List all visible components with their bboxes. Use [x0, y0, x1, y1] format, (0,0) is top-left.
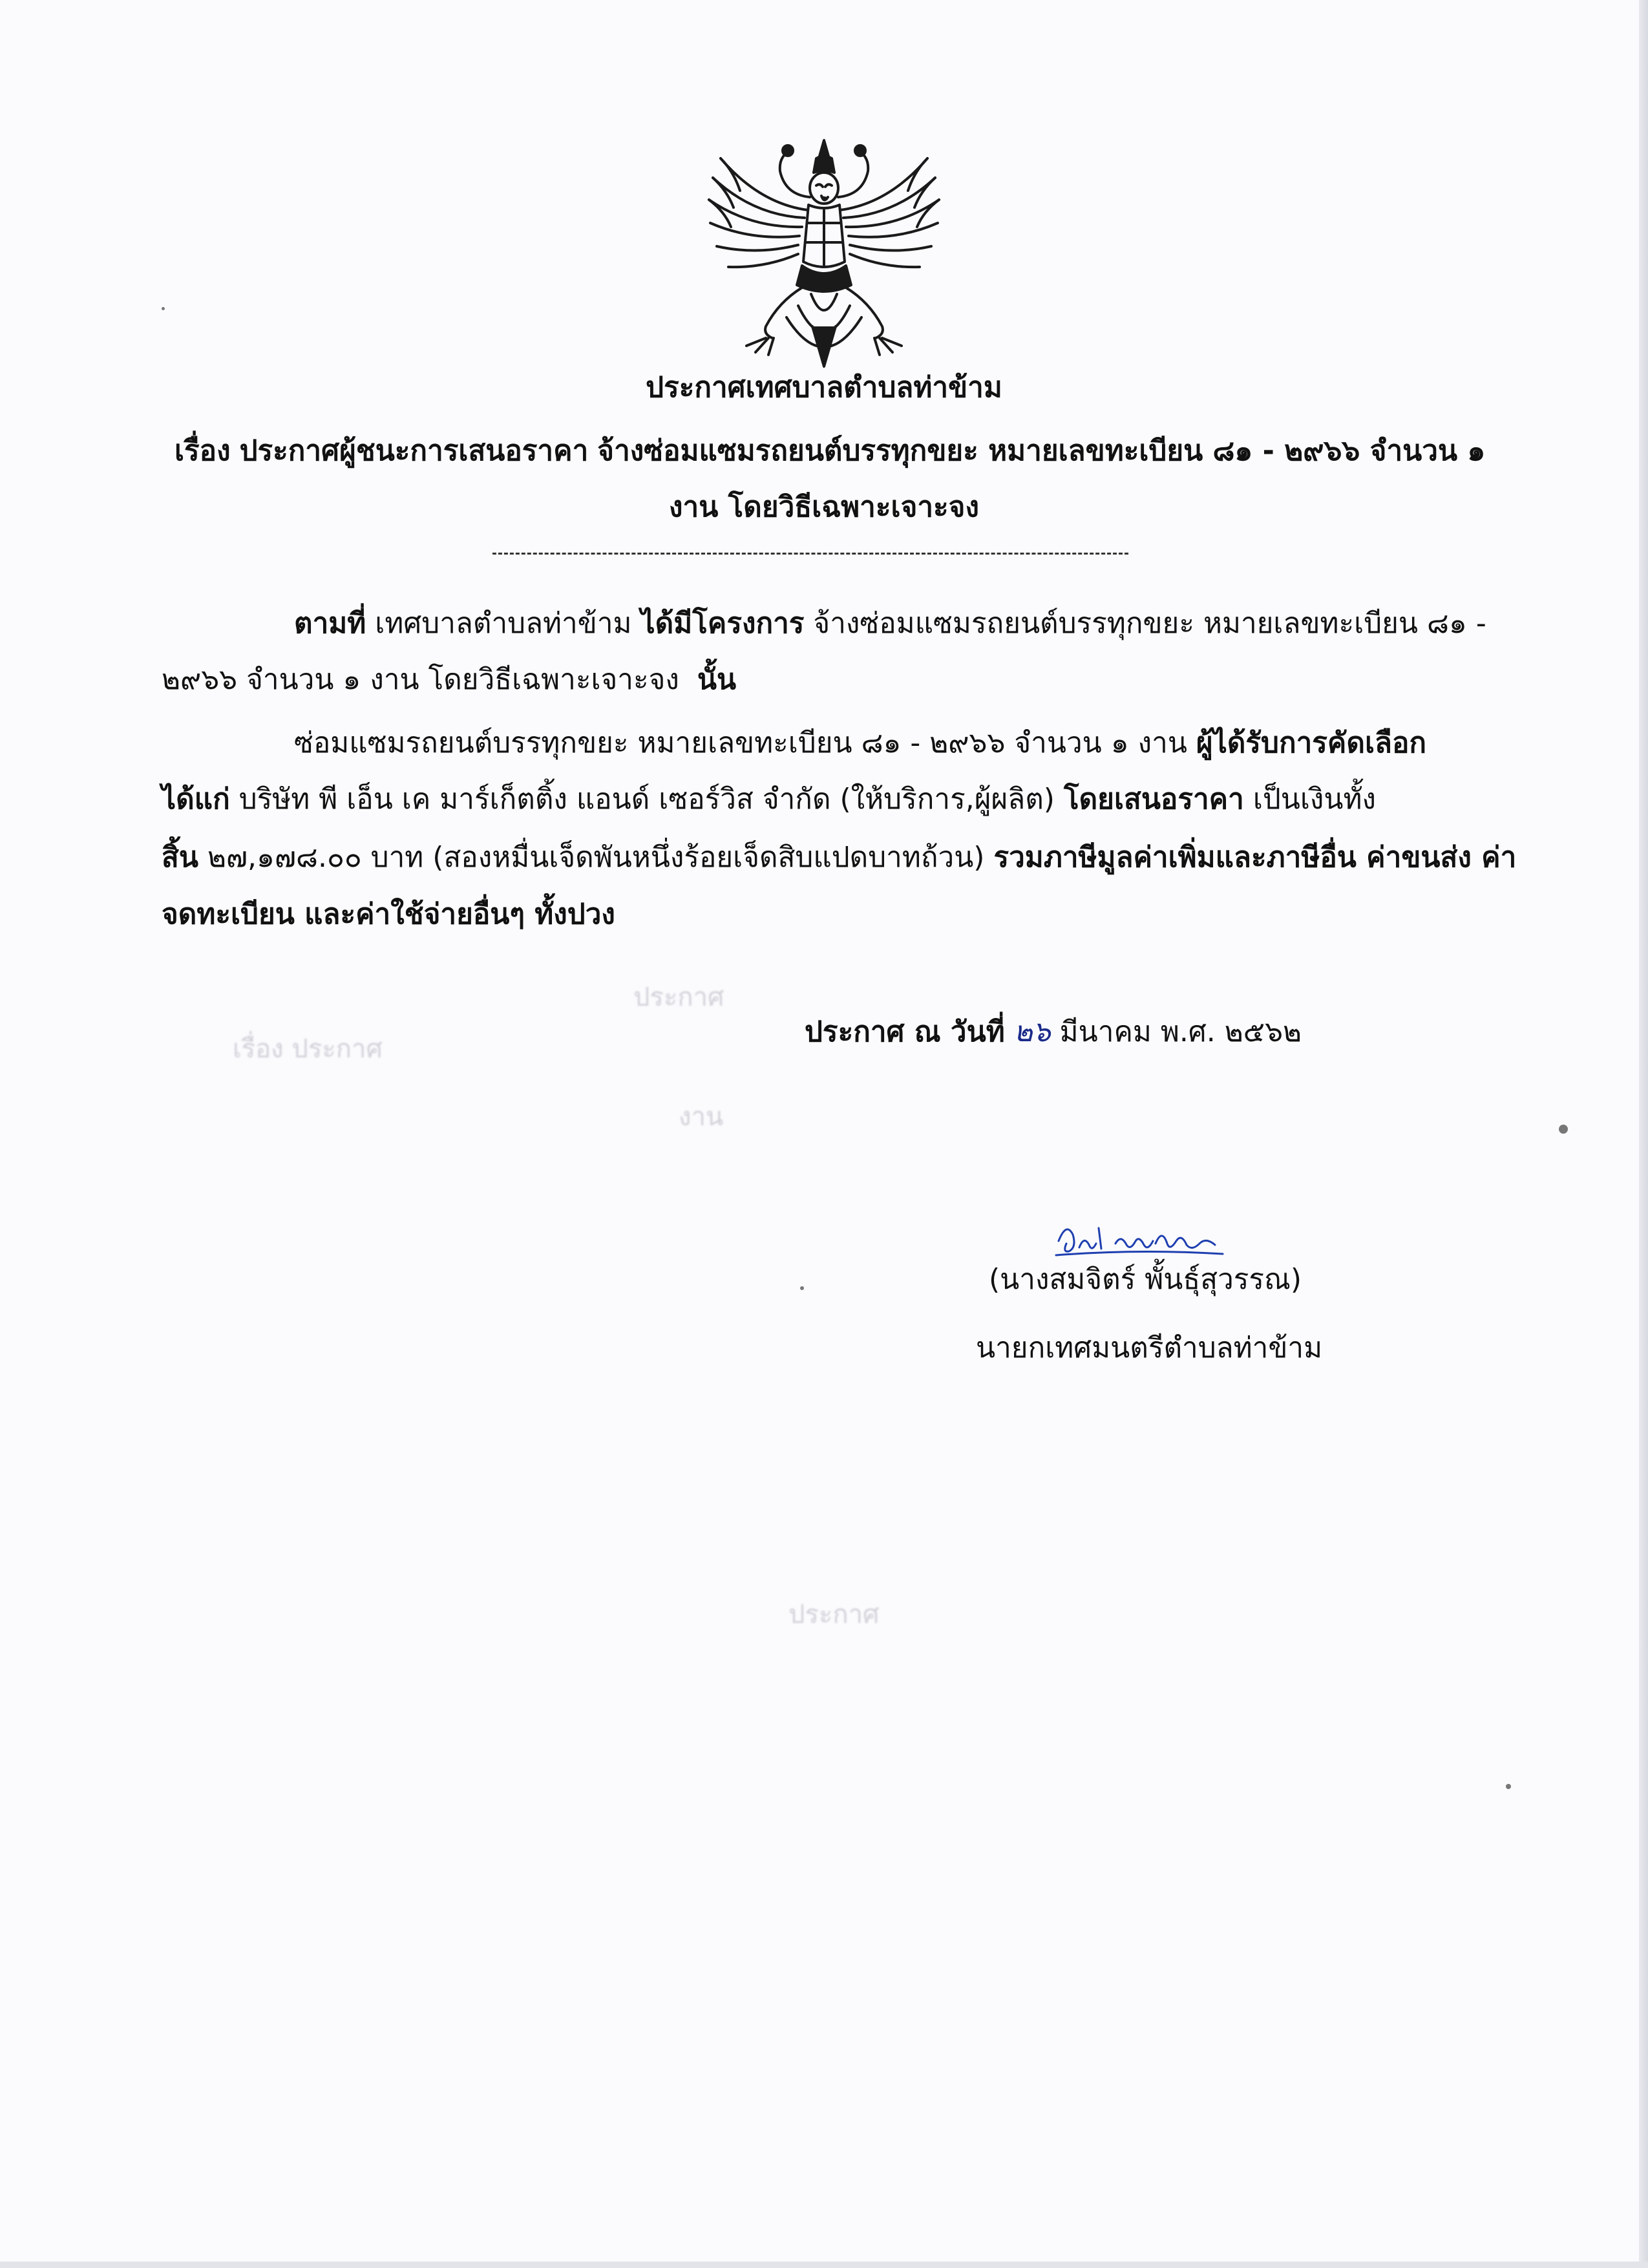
subject-label: เรื่อง: [174, 434, 231, 467]
scan-speck: [162, 307, 165, 310]
p2-line3-b: ๒๗,๑๗๘.๐๐ บาท (สองหมื่นเจ็ดพันหนึ่งร้อยเจ็ดสิบแปดบาทถ้วน): [207, 841, 985, 874]
show-through: เรื่อง ประกาศ: [233, 1034, 383, 1064]
p2-line3-c: รวมภาษีมูลค่าเพิ่มและภาษีอื่น ค่าขนส่ง ค่า: [993, 841, 1517, 874]
paragraph-1-line-1: [294, 604, 1486, 643]
handwritten-signature: [1053, 1215, 1228, 1267]
date-month-year: มีนาคม พ.ศ. ๒๕๖๒: [1059, 1015, 1302, 1048]
p1-mid: ได้มีโครงการ: [640, 607, 805, 640]
p1-rest: จ้างซ่อมแซมรถยนต์บรรทุกขยะ หมายเลขทะเบียน ๘๑ -: [813, 607, 1486, 640]
scan-speck: [1559, 1125, 1568, 1134]
p2-line2-b: บริษัท พี เอ็น เค มาร์เก็ตติ้ง แอนด์ เซอร์วิส จำกัด (ให้บริการ,ผู้ผลิต): [238, 783, 1055, 816]
signer-title: นายกเทศมนตรีตำบลท่าข้าม: [976, 1331, 1323, 1364]
paragraph-1-line-2: [162, 661, 736, 699]
show-through: ประกาศ: [788, 1600, 880, 1629]
p1-end: นั้น: [697, 663, 737, 696]
p2-line2-c: โดยเสนอราคา: [1063, 783, 1244, 816]
p2-line1-a: ซ่อมแซมรถยนต์บรรทุกขยะ หมายเลขทะเบียน ๘๑ - ๒๙๖๖ จำนวน ๑ งาน: [294, 726, 1187, 759]
scan-speck: [1506, 1784, 1511, 1789]
dashed-separator: [492, 553, 1128, 555]
p2-line2-d: เป็นเงินทั้ง: [1252, 783, 1376, 816]
garuda-emblem-icon: [701, 132, 947, 378]
p2-line2-a: ได้แก่: [162, 783, 230, 816]
paragraph-2-line-2: [162, 780, 1376, 819]
p2-line1-b: ผู้ได้รับการคัดเลือก: [1196, 726, 1427, 759]
p1-lead: ตามที่: [294, 607, 366, 640]
paragraph-2-line-4: [162, 895, 615, 934]
paragraph-2-line-1: [294, 724, 1426, 763]
announcement-date: [805, 1013, 1302, 1052]
date-day-handwritten: ๒๖: [1013, 1015, 1051, 1048]
show-through: ประกาศ: [633, 982, 724, 1012]
subject-rest: จ้างซ่อมแซมรถยนต์บรรทุกขยะ หมายเลขทะเบียน ๘๑ - ๒๙๖๖ จำนวน ๑: [597, 434, 1486, 467]
p1-line2: ๒๙๖๖ จำนวน ๑ งาน โดยวิธีเฉพาะเจาะจง: [162, 663, 679, 696]
p2-line4: จดทะเบียน และค่าใช้จ่ายอื่นๆ ทั้งปวง: [162, 898, 615, 931]
signer-name: (นางสมจิตร์ พั้นธุ์สุวรรณ): [989, 1263, 1302, 1296]
p1-org: เทศบาลตำบลท่าข้าม: [375, 607, 632, 640]
announcement-title: ประกาศเทศบาลตำบลท่าข้าม: [646, 371, 1002, 404]
scan-edge-bottom: [0, 2262, 1648, 2268]
date-prefix: ประกาศ ณ วันที่: [805, 1015, 1005, 1048]
show-through: งาน: [679, 1102, 724, 1132]
subject-line-2: งาน โดยวิธีเฉพาะเจาะจง: [669, 491, 979, 524]
subject-line: [174, 432, 1485, 471]
scan-edge-right: [1639, 0, 1648, 2268]
paragraph-2-line-3: [162, 838, 1516, 877]
p2-line3-a: สิ้น: [162, 841, 198, 874]
scan-speck: [800, 1286, 804, 1290]
subject-bold-part: ประกาศผู้ชนะการเสนอราคา: [239, 434, 589, 467]
